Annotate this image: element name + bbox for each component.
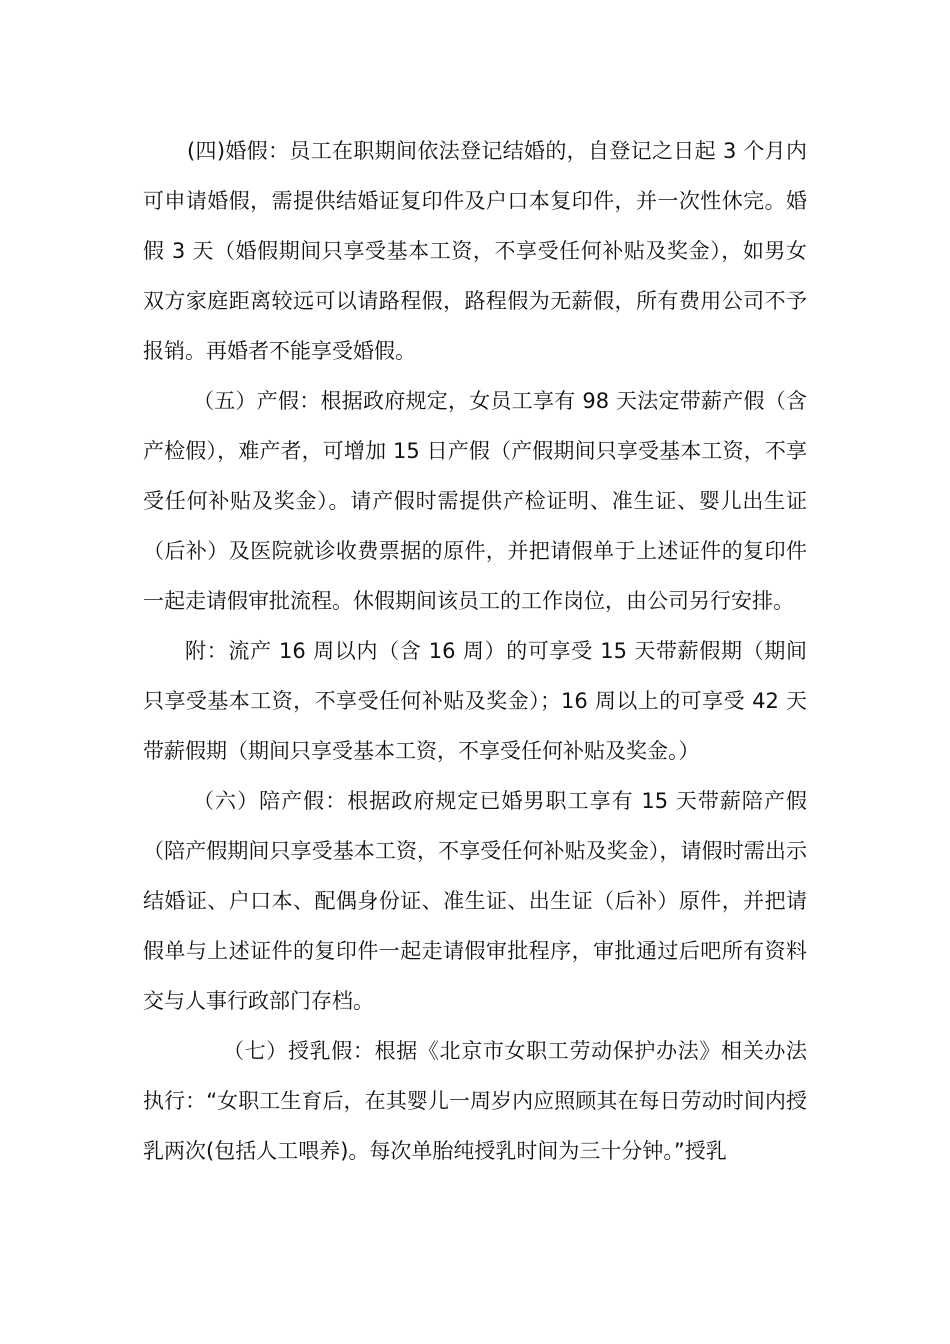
paragraph-maternity-leave: （五）产假：根据政府规定，女员工享有 98 天法定带薪产假（含产检假），难产者，可增加 15 日产假（产假期间只享受基本工资，不享受任何补贴及奖金）。请产假时需提供产检证明、准生证、婴儿出生证（后补）及医院就诊收费票据的原件，并把请假单于上述证件的复印件一起走请假审批流程。休假期间该员工的工作岗位，由公司另行安排。 [143,389,807,613]
paragraph-marriage-leave: (四)婚假：员工在职期间依法登记结婚的，自登记之日起 3 个月内可申请婚假，需提供结婚证复印件及户口本复印件，并一次性休完。婚假 3 天（婚假期间只享受基本工资，不享受任何补贴及奖金），如男女双方家庭距离较远可以请路程假，路程假为无薪假，所有费用公司不予报销。再婚者不能享受婚假。 [143,139,807,363]
paragraph-nursing-leave: （七）授乳假：根据《北京市女职工劳动保护办法》相关办法执行：“女职工生育后，在其婴儿一周岁内应照顾其在每日劳动时间内授乳两次(包括人工喂养)。每次单胎纯授乳时间为三十分钟。”授乳 [143,1039,807,1163]
document-body [143,126,807,1176]
paragraph-miscarriage-appendix: 附：流产 16 周以内（含 16 周）的可享受 15 天带薪假期（期间只享受基本工资，不享受任何补贴及奖金）；16 周以上的可享受 42 天带薪假期（期间只享受基本工资，不享受任何补贴及奖金。） [143,639,807,763]
paragraph-paternity-leave: （六）陪产假：根据政府规定已婚男职工享有 15 天带薪陪产假（陪产假期间只享受基本工资，不享受任何补贴及奖金），请假时需出示结婚证、户口本、配偶身份证、准生证、出生证（后补）原件，并把请假单与上述证件的复印件一起走请假审批程序，审批通过后吧所有资料交与人事行政部门存档。 [143,789,807,1013]
